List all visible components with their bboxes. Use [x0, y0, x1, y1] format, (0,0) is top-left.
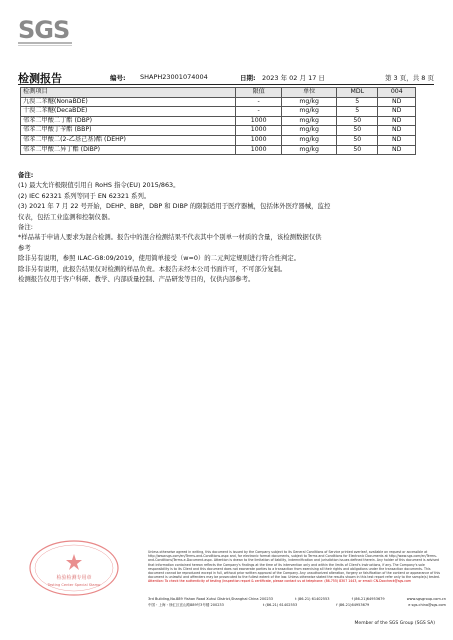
report-number: SHAPH23001074004: [140, 73, 208, 81]
table-row: [21, 135, 416, 145]
table-header-row: [21, 88, 416, 98]
cell-unit: mg/kg: [282, 116, 337, 126]
cell-result: ND: [378, 116, 416, 126]
cell-limit: 1000: [236, 126, 282, 136]
cell-unit: mg/kg: [282, 135, 337, 145]
page-number: 第 3 页，共 8 页: [384, 74, 434, 82]
cell-limit: -: [236, 97, 282, 107]
fax-cn: f (86-21)64953679: [336, 603, 370, 607]
cell-item: 邻苯二甲酸丁苄酯 (BBP): [21, 126, 236, 136]
report-date: 2023 年 02 月 17 日: [262, 74, 325, 82]
address-cn: 中国・上海・徐汇区宜山路889号3号楼 200233: [148, 603, 224, 607]
disclaimer-text: Unless otherwise agreed in writing, this document is issued by the Company subject to its General Conditions of Service printed overleaf, available on request or accessible at http://www.sgs.com/en/Terms-and-Conditions.aspx and, for electronic format documents, subject to Terms and Conditions for Electronic Documents at http://www.sgs.com/en/Terms-and-Conditions/Terms-e-Document.aspx. Attention is drawn to the limitation of liability, indemnification and jurisdiction issues defined therein. Any holder of this document is advised that information contained hereon reflects the Company's findings at the time of its intervention only and within the limits of Client's instructions, if any. The Company's sole responsibility is to its Client and this document does not exonerate parties to a transaction from exercising all their rights and obligations under the transaction documents. This document cannot be reproduced except in full, without prior written approval of the Company. Any unauthorized alteration, forgery or falsification of the content or appearance of this document is unlawful and offenders may be prosecuted to the fullest extent of the law. Unless otherwise stated the results shown in this test report refer only to the sample(s) tested.: [148, 550, 441, 580]
cell-result: ND: [378, 126, 416, 136]
cell-unit: mg/kg: [282, 145, 337, 155]
note-line: *样品基于申请人要求为混合检测。报告中的混合检测结果不代表其中个别单一材质的含量，该检测数据仅供: [18, 233, 322, 242]
note-line: 参考: [18, 243, 31, 252]
note-line: (1) 最大允许极限值引用自 RoHS 指令(EU) 2015/863。: [18, 181, 180, 190]
cell-result: ND: [378, 107, 416, 117]
stamp-text-en: Testing Center Special Stamp: [47, 583, 101, 587]
report-date-label: 日期:: [240, 74, 256, 82]
cell-result: ND: [378, 145, 416, 155]
notes-heading: 备注:: [18, 171, 34, 179]
cell-limit: 1000: [236, 145, 282, 155]
table-row: [21, 145, 416, 155]
company-address-block: [148, 596, 446, 608]
cell-mdl: 5: [337, 97, 378, 107]
cell-item: 邻苯二甲酸二异丁酯 (DIBP): [21, 145, 236, 155]
note-line: 除非另有说明，参照 ILAC-G8:09/2019，使用简单接受（w=0）的二元判定规则进行符合性判定。: [18, 254, 301, 263]
sgs-logo: [18, 12, 74, 54]
table-row: [21, 126, 416, 136]
column-header-item: 检测项目: [21, 88, 236, 98]
report-header: [18, 70, 434, 84]
cell-mdl: 50: [337, 126, 378, 136]
address-en: 3rd Building,No.889 Yishan Road Xuhui District,Shanghai China 200233: [148, 597, 274, 601]
website-link[interactable]: www.sgsgroup.com.cn: [406, 597, 446, 601]
sgs-logo-text: SGS: [18, 16, 70, 44]
column-header-limit: 限值: [236, 88, 282, 98]
header-divider: [18, 84, 434, 85]
cell-result: ND: [378, 135, 416, 145]
official-stamp: [26, 538, 122, 598]
stamp-text-cn: 检验检测专用章: [56, 575, 92, 581]
report-number-label: 编号:: [110, 74, 126, 82]
cell-mdl: 5: [337, 107, 378, 117]
note-line: 除非另有说明，此报告结果仅对检测的样品负责。本报告未经本公司书面许可，不可部分复制。: [18, 264, 287, 273]
cell-limit: 1000: [236, 116, 282, 126]
cell-item: 邻苯二甲酸二(2-乙基己基)酯 (DEHP): [21, 135, 236, 145]
email-link[interactable]: e sgs.china@sgs.com: [408, 603, 446, 607]
cell-limit: -: [236, 107, 282, 117]
table-row: [21, 97, 416, 107]
member-of-sgs: Member of the SGS Group (SGS SA): [354, 621, 435, 626]
note-line: 备注:: [18, 223, 33, 232]
phone-en: t (86-21) 61402553: [295, 597, 330, 601]
authenticity-notice: Attention: To check the authenticity of testing /inspection report & certificate, please contact us at telephone: (86-755) 8307 1443, or email: CN.Doccheck@sgs.com: [148, 579, 412, 584]
note-line: (2) IEC 62321 系列等同于 EN 62321 系列。: [18, 191, 151, 200]
fax-en: f (86-21)64953679: [351, 597, 385, 601]
stamp-seal-icon: [26, 538, 122, 598]
page-title: 检测报告: [18, 72, 62, 85]
cell-item: 邻苯二甲酸二丁酯 (DBP): [21, 116, 236, 126]
cell-mdl: 50: [337, 116, 378, 126]
phone-cn: t (86-21) 61402553: [262, 603, 298, 607]
results-table: [20, 87, 416, 155]
table-row: [21, 116, 416, 126]
note-line: 检测报告仅用于客户科研、教学、内部质量控制、产品研发等目的，仅供内部参考。: [18, 275, 255, 284]
legal-disclaimer: [148, 550, 444, 584]
cell-item: 十溴二苯醚(DecaBDE): [21, 107, 236, 117]
cell-limit: 1000: [236, 135, 282, 145]
note-line: (3) 2021 年 7 月 22 号开始，DEHP、BBP，DBP 和 DIBP 的限制适用于医疗器械，包括体外医疗器械，监控: [18, 202, 331, 211]
cell-mdl: 50: [337, 135, 378, 145]
cell-item: 九溴二苯醚(NonaBDE): [21, 97, 236, 107]
cell-unit: mg/kg: [282, 126, 337, 136]
cell-unit: mg/kg: [282, 107, 337, 117]
column-header-mdl: MDL: [337, 88, 378, 98]
address-row-cn: [148, 602, 446, 608]
note-line: 仪表，包括工业监测和控制仪器。: [18, 212, 114, 221]
notes-section: [18, 170, 418, 284]
cell-unit: mg/kg: [282, 97, 337, 107]
cell-result: ND: [378, 97, 416, 107]
table-row: [21, 107, 416, 117]
column-header-sample: 004: [378, 88, 416, 98]
cell-mdl: 50: [337, 145, 378, 155]
column-header-unit: 单位: [282, 88, 337, 98]
